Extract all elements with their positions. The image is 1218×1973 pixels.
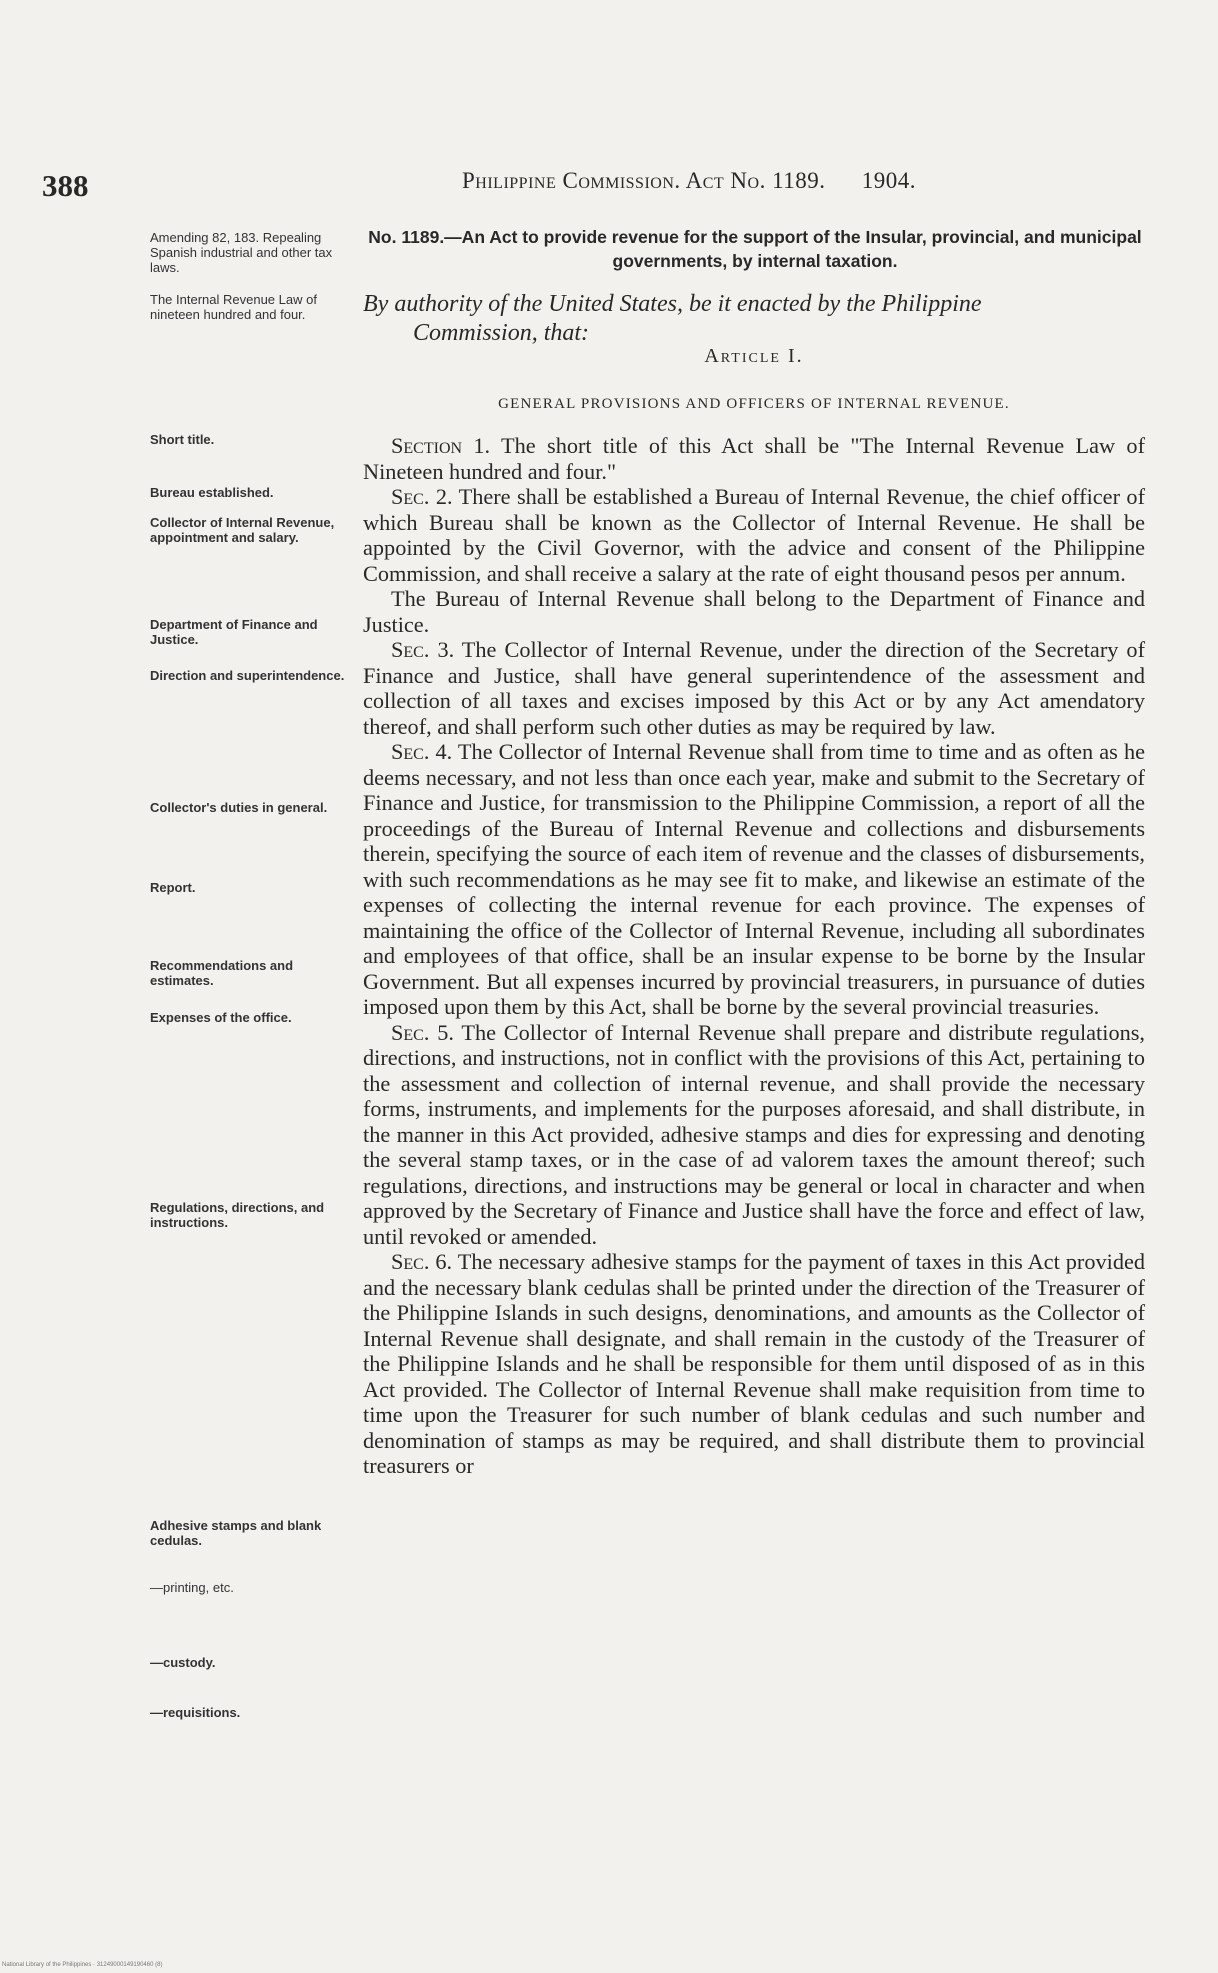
section-2-lead: Sec. 2. bbox=[391, 484, 453, 509]
running-header bbox=[462, 168, 916, 194]
header-title: Philippine Commission. bbox=[462, 168, 681, 193]
section-3-lead: Sec. 3. bbox=[391, 637, 455, 662]
section-4-lead: Sec. 4. bbox=[391, 739, 453, 764]
section-5-text: The Collector of Internal Revenue shall prepare and distribute regulations, directions, and instructions, not in conflict with the provisions of this Act, pertaining to the assessment and collection of internal revenue, and shall provide the necessary forms, instruments, and implements for the purposes aforesaid, and shall distribute, in the manner in this Act provided, adhesive stamps and dies for expressing and denoting the several stamp taxes, or in the case of ad valorem taxes the amount thereof; such regulations, directions, and instructions may be general or local in character and when approved by the Secretary of Finance and Justice shall have the force and effect of law, until revoked or amended. bbox=[363, 1019, 1145, 1249]
margin-note-custody: —custody. bbox=[150, 1655, 216, 1670]
section-5 bbox=[363, 1020, 1145, 1250]
margin-note-recommendations: Recommendations and estimates. bbox=[150, 958, 294, 988]
margin-note-printing: —printing, etc. bbox=[150, 1580, 234, 1595]
enacting-clause bbox=[363, 290, 1145, 348]
section-1-text: The short title of this Act shall be "The Internal Revenue Law of Nineteen hundred and four." bbox=[363, 433, 1145, 484]
margin-note-adhesive: Adhesive stamps and blank cedulas. bbox=[150, 1518, 322, 1548]
margin-note-report: Report. bbox=[150, 880, 196, 895]
body-text bbox=[363, 433, 1145, 1479]
margin-note-duties: Collector's duties in general. bbox=[150, 800, 328, 815]
margin-note-department: Department of Finance and Justice. bbox=[150, 617, 318, 647]
margin-note-requisitions: —requisitions. bbox=[150, 1705, 241, 1720]
section-6 bbox=[363, 1249, 1145, 1479]
section-1 bbox=[363, 433, 1145, 484]
margin-note-expenses: Expenses of the office. bbox=[150, 1010, 292, 1025]
section-4-text: The Collector of Internal Revenue shall from time to time and as often as he deems necessary, and not less than once each year, make and submit to the Secretary of Finance and Justice, for transmission to the Philippine Commission, a report of all the proceedings of the Bureau of Internal Revenue and collections and disbursements therein, specifying the source of each item of revenue and the classes of disbursements, with such recommendations as he may see fit to make, and likewise an estimate of the expenses of collecting the internal revenue for each province. The expenses of maintaining the office of the Collector of Internal Revenue, including all subordinates and employees of that office, shall be an insular expense to be borne by the Insular Government. But all expenses incurred by provincial treasurers, in pursuance of duties imposed upon them by this Act, shall be borne by the several provincial treasuries. bbox=[363, 739, 1145, 1019]
header-act: Act No. 1189. bbox=[685, 168, 826, 193]
section-6-text: The necessary adhesive stamps for the payment of taxes in this Act provided and the necessary blank cedulas shall be printed under the direction of the Treasurer of the Philippine Islands in such designs, denominations, and amounts as the Collector of Internal Revenue shall designate, and shall remain in the custody of the Treasurer of the Philippine Islands and he shall be responsible for them until disposed of as in this Act provided. The Collector of Internal Revenue shall make requisition from time to time upon the Treasurer for such number of blank cedulas and such number and denomination of stamps as may be required, and shall distribute them to provincial treasurers or bbox=[363, 1249, 1146, 1478]
margin-note-internal-revenue-law: The Internal Revenue Law of nineteen hundred and four. bbox=[150, 292, 317, 322]
section-2b: The Bureau of Internal Revenue shall belong to the Department of Finance and Justice. bbox=[363, 586, 1145, 637]
article-heading: Article I. bbox=[704, 345, 804, 367]
section-3-text: The Collector of Internal Revenue, under the direction of the Secretary of Finance and Justice, shall have general superintendence of the assessment and collection of all taxes and excises imposed by this Act or by any Act amendatory thereof, and shall perform such other duties as may be required by law. bbox=[363, 637, 1145, 739]
enacting-line-1: By authority of the United States, be it enacted by the Philippine bbox=[363, 291, 982, 317]
section-6-lead: Sec. 6. bbox=[391, 1249, 453, 1274]
margin-note-short-title: Short title. bbox=[150, 432, 215, 447]
margin-note-amending: Amending 82, 183. Repealing Spanish industrial and other tax laws. bbox=[150, 230, 333, 275]
page-number: 388 bbox=[42, 168, 89, 203]
section-3 bbox=[363, 637, 1145, 739]
enacting-line-2: Commission, that: bbox=[413, 320, 590, 346]
section-4 bbox=[363, 739, 1145, 1020]
margin-note-regulations: Regulations, directions, and instructions. bbox=[150, 1200, 325, 1230]
act-heading: No. 1189.—An Act to provide revenue for the support of the Insular, provincial, and municipal governments, by internal taxation. bbox=[368, 227, 1142, 271]
margin-note-direction: Direction and superintendence. bbox=[150, 668, 345, 683]
margin-note-collector: Collector of Internal Revenue, appointment and salary. bbox=[150, 515, 335, 545]
footer-note: National Library of the Philippines · 31249000149190460 (8) bbox=[2, 1962, 163, 1968]
section-2-text: There shall be established a Bureau of Internal Revenue, the chief officer of which Bureau shall be known as the Collector of Internal Revenue. He shall be appointed by the Civil Governor, with the advice and consent of the Philippine Commission, and shall receive a salary at the rate of eight thousand pesos per annum. bbox=[363, 484, 1146, 586]
section-5-lead: Sec. 5. bbox=[391, 1019, 454, 1045]
margin-note-bureau: Bureau established. bbox=[150, 485, 274, 500]
header-year: 1904. bbox=[861, 168, 916, 193]
section-2 bbox=[363, 484, 1145, 586]
section-subheading: GENERAL PROVISIONS AND OFFICERS OF INTERNAL REVENUE. bbox=[498, 396, 1010, 412]
section-1-lead: Section 1. bbox=[391, 433, 491, 458]
